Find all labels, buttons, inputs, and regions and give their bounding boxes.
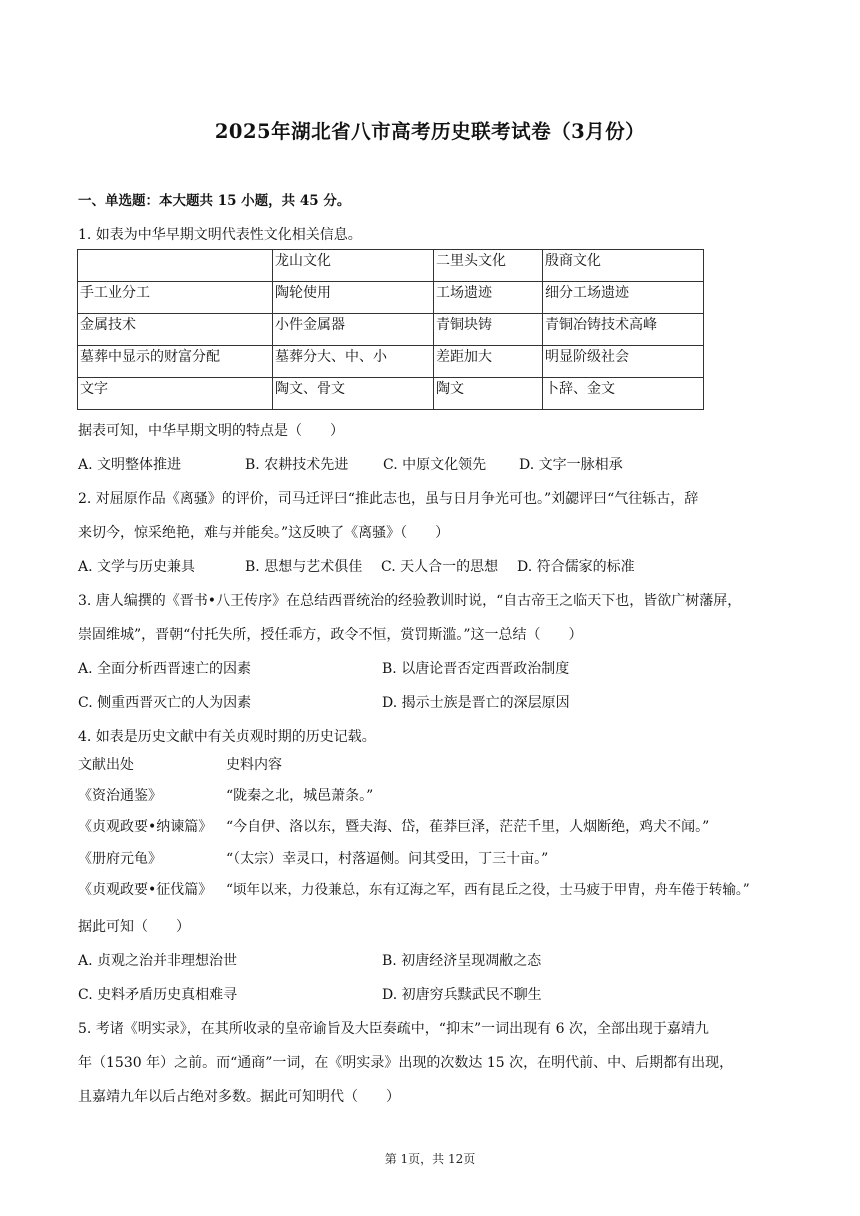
table-cell: 文字 [78, 378, 273, 410]
q4-row-source: 《资治通鉴》 [78, 788, 162, 804]
q1-option-d[interactable]: D. 文字一脉相承 [519, 457, 623, 473]
table-cell: 殷商文化 [543, 250, 704, 282]
table-cell: 手工业分工 [78, 282, 273, 314]
q4-row-content: “今自伊、洛以东，暨夫海、岱，萑莽巨泽，茫茫千里，人烟断绝，鸡犬不闻。” [226, 819, 710, 835]
table-cell: 陶文 [434, 378, 543, 410]
table-cell: 陶轮使用 [273, 282, 434, 314]
table-row [78, 314, 704, 346]
section-heading: 一、单选题：本大题共 15 小题，共 45 分。 [78, 193, 351, 209]
q4-row-content: “顷年以来，力役兼总，东有辽海之军，西有昆丘之役，士马疲于甲胄，舟车倦于转输。” [226, 882, 750, 898]
q2-stem-line2: 来切今，惊采绝艳，难与并能矣。”这反映了《离骚》（ ） [78, 525, 450, 541]
q5-stem-line3: 且嘉靖九年以后占绝对多数。据此可知明代（ ） [78, 1089, 400, 1105]
q4-option-a[interactable]: A. 贞观之治并非理想治世 [78, 953, 238, 969]
q2-option-c[interactable]: C. 天人合一的思想 [381, 559, 499, 575]
table-cell: 细分工场遗迹 [543, 282, 704, 314]
table-cell: 墓葬分大、中、小 [273, 346, 434, 378]
q2-stem-line1: 2. 对屈原作品《离骚》的评价，司马迁评曰“推此志也，虽与日月争光可也。”刘勰评曰“气往轹古，辞 [78, 491, 699, 507]
q1-option-c[interactable]: C. 中原文化领先 [383, 457, 487, 473]
exam-title: 2025年湖北省八市高考历史联考试卷（3月份） [214, 120, 646, 143]
table-cell: 明显阶级社会 [543, 346, 704, 378]
q3-option-d[interactable]: D. 揭示士族是晋亡的深层原因 [382, 695, 570, 711]
q3-stem-line2: 崇固维城”，晋朝“付托失所，授任乖方，政令不恒，赏罚斯滥。”这一总结（ ） [78, 627, 583, 643]
q4-header-source: 文献出处 [78, 757, 134, 773]
table-cell: 龙山文化 [273, 250, 434, 282]
q2-option-b[interactable]: B. 思想与艺术俱佳 [245, 559, 363, 575]
q4-header-content: 史料内容 [226, 757, 282, 773]
q1-stem: 1. 如表为中华早期文明代表性文化相关信息。 [78, 227, 362, 243]
q3-option-b[interactable]: B. 以唐论晋否定西晋政治制度 [382, 661, 570, 677]
q4-question: 据此可知（ ） [78, 919, 190, 935]
q5-stem-line1: 5. 考诸《明实录》，在其所收录的皇帝谕旨及大臣奏疏中，“抑末”一词出现有 6 次，全部出现于嘉靖九 [78, 1021, 709, 1037]
q1-question: 据表可知，中华早期文明的特点是（ ） [78, 423, 344, 439]
table-cell: 青铜块铸 [434, 314, 543, 346]
q4-option-d[interactable]: D. 初唐穷兵黩武民不聊生 [382, 987, 542, 1003]
q1-table [77, 249, 704, 410]
table-cell: 陶文、骨文 [273, 378, 434, 410]
table-cell: 二里头文化 [434, 250, 543, 282]
table-cell: 小件金属器 [273, 314, 434, 346]
table-cell: 墓葬中显示的财富分配 [78, 346, 273, 378]
table-row [78, 250, 704, 282]
q4-row-content: “陇秦之北，城邑萧条。” [226, 788, 374, 804]
q4-stem: 4. 如表是历史文献中有关贞观时期的历史记载。 [78, 729, 376, 745]
q4-row-source: 《贞观政要•纳谏篇》 [78, 819, 213, 835]
q3-option-a[interactable]: A. 全面分析西晋速亡的因素 [78, 661, 252, 677]
q3-stem-line1: 3. 唐人编撰的《晋书•八王传序》在总结西晋统治的经验教训时说，“自古帝王之临天下也，皆欲广树藩屏， [78, 593, 742, 609]
q1-option-b[interactable]: B. 农耕技术先进 [245, 457, 349, 473]
q4-row-content: “（太宗）幸灵口，村落逼侧。问其受田，丁三十亩。” [226, 851, 549, 867]
table-cell: 差距加大 [434, 346, 543, 378]
table-row [78, 282, 704, 314]
q2-option-a[interactable]: A. 文学与历史兼具 [78, 559, 196, 575]
q4-option-b[interactable]: B. 初唐经济呈现凋敝之态 [382, 953, 542, 969]
table-row [78, 378, 704, 410]
table-cell: 青铜冶铸技术高峰 [543, 314, 704, 346]
table-cell: 卜辞、金文 [543, 378, 704, 410]
q4-row-source: 《册府元龟》 [78, 851, 162, 867]
table-cell [78, 250, 273, 282]
q3-option-c[interactable]: C. 侧重西晋灭亡的人为因素 [78, 695, 252, 711]
table-cell: 金属技术 [78, 314, 273, 346]
q1-option-a[interactable]: A. 文明整体推进 [78, 457, 182, 473]
table-row [78, 346, 704, 378]
table-cell: 工场遗迹 [434, 282, 543, 314]
q2-option-d[interactable]: D. 符合儒家的标准 [517, 559, 635, 575]
page-number: 第 1页，共 12页 [384, 1152, 476, 1166]
q4-row-source: 《贞观政要•征伐篇》 [78, 882, 213, 898]
q5-stem-line2: 年（1530 年）之前。而“通商”一词，在《明实录》出现的次数达 15 次，在明代前、中、后期都有出现， [78, 1055, 734, 1071]
q4-option-c[interactable]: C. 史料矛盾历史真相难寻 [78, 987, 238, 1003]
